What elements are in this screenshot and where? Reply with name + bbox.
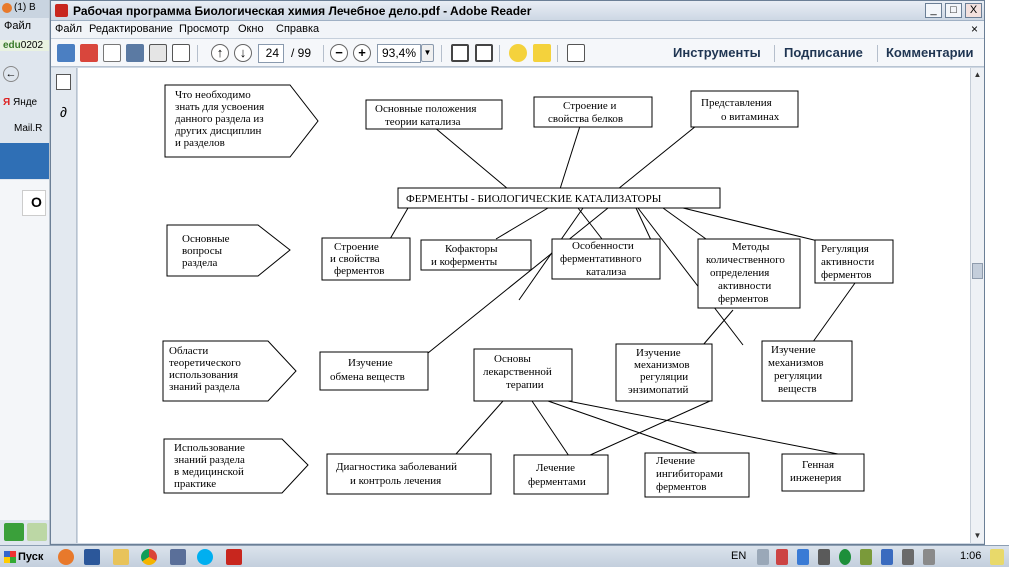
language-indicator[interactable]: EN: [731, 550, 747, 562]
skype-icon[interactable]: [197, 549, 213, 565]
adobe-reader-window: [50, 0, 985, 545]
maximize-button[interactable]: □: [945, 3, 962, 18]
browser-toolbar-row[interactable]: [0, 40, 50, 51]
box-inhibitor-treatment-text: Лечение ингибиторами ферментов: [656, 455, 724, 493]
volume-icon[interactable]: [923, 549, 935, 565]
scroll-up-icon[interactable]: ▲: [973, 70, 982, 79]
comment-icon[interactable]: [509, 44, 527, 62]
box-enzyme-structure-text: Строение и свойства ферментов: [330, 241, 385, 277]
page-number-input[interactable]: 24: [258, 44, 284, 63]
side-label-prerequisites-text: Что необходимо знать для усвоения данного раздела из других дисциплин и разделов: [175, 89, 265, 149]
back-arrow-icon[interactable]: ←: [3, 66, 19, 82]
menu-view[interactable]: Просмотр: [179, 23, 230, 35]
center-title-text: ФЕРМЕНТЫ - БИОЛОГИЧЕСКИЕ КАТАЛИЗАТОРЫ: [406, 193, 662, 205]
browser-row-number: 0202: [20, 40, 44, 51]
browser-nav-row: [0, 66, 50, 88]
tray-app-icon[interactable]: [797, 549, 809, 565]
scroll-thumb[interactable]: [972, 263, 983, 279]
tray-app-icon[interactable]: [902, 549, 914, 565]
tray-app-icon[interactable]: [776, 549, 788, 565]
navigation-panel: [51, 68, 77, 543]
fit-page-icon[interactable]: [451, 44, 469, 62]
start-button-label: Пуск: [18, 551, 44, 563]
page-total: / 99: [291, 46, 312, 60]
toolbar-separator: [441, 45, 442, 62]
toolbar-separator: [557, 45, 558, 62]
page-up-icon[interactable]: ↑: [211, 44, 229, 62]
vertical-scrollbar[interactable]: [970, 68, 984, 543]
title-bar[interactable]: [51, 1, 984, 21]
zoom-input[interactable]: 93,4%: [377, 44, 421, 63]
menu-edit[interactable]: Редактирование: [89, 23, 173, 35]
bookmark-mail[interactable]: Mail.R: [14, 123, 43, 134]
side-label-practice-text: Использование знаний раздела в медицинской практике: [174, 442, 245, 490]
side-label-main-questions-text: Основные вопросы раздела: [182, 233, 230, 269]
background-browser: [0, 0, 50, 545]
box-protein-structure-text: Строение и свойства белков: [548, 100, 624, 125]
clock[interactable]: 1:06: [960, 550, 982, 562]
page-button[interactable]: О: [22, 190, 46, 216]
box-activity-methods-text: Методы количественного определения активности ферментов: [706, 241, 785, 305]
toolbar-separator: [774, 45, 775, 62]
save-icon[interactable]: [170, 549, 186, 565]
page-header-strip: [0, 143, 50, 179]
windows-logo-icon: [4, 551, 16, 563]
zoom-out-icon[interactable]: −: [330, 44, 348, 62]
download-arrow-icon[interactable]: [4, 523, 24, 541]
tray-app-icon[interactable]: [839, 549, 851, 565]
bookmark-yandex-label: Янде: [12, 97, 38, 108]
pdf-page: [78, 68, 970, 543]
edit-icon[interactable]: [103, 44, 121, 62]
network-icon[interactable]: [881, 549, 893, 565]
word-icon[interactable]: [84, 549, 100, 565]
diagram-canvas: [78, 68, 970, 543]
toolbar-separator: [323, 45, 324, 62]
tray-app-icon[interactable]: [818, 549, 830, 565]
start-button[interactable]: [2, 548, 46, 566]
tray-app-icon[interactable]: [860, 549, 872, 565]
browser-tab-label: (1) В: [14, 2, 36, 13]
browser-tab[interactable]: [0, 0, 50, 18]
taskbar: [0, 545, 1009, 567]
scroll-down-icon[interactable]: ▼: [973, 531, 982, 540]
highlight-icon[interactable]: [533, 44, 551, 62]
expand-icon[interactable]: [567, 44, 585, 62]
box-cofactors-text: Кофакторы и коферменты: [431, 243, 498, 268]
adobe-reader-icon: [55, 4, 68, 17]
toolbar-separator: [877, 45, 878, 62]
pages-icon[interactable]: [56, 74, 71, 90]
browser-menu-file[interactable]: Файл: [4, 20, 32, 32]
pdf-icon[interactable]: [226, 549, 242, 565]
toolbar: [51, 39, 984, 67]
box-diagnostics: [327, 454, 491, 494]
page-content-strip: [0, 180, 50, 520]
box-enzymopathy-study-text: Изучение механизмов регуляции энзимопатий: [628, 347, 690, 396]
toolbar-separator: [499, 45, 500, 62]
tools-tab[interactable]: Инструменты: [673, 45, 761, 60]
bookmark-yandex[interactable]: [0, 97, 50, 108]
yandex-icon: Я: [3, 97, 11, 108]
print-icon[interactable]: [149, 44, 167, 62]
zoom-in-icon[interactable]: +: [353, 44, 371, 62]
box-genetic-engineering-text: Генная инженерия: [790, 459, 842, 484]
box-diagnostics-text: Диагностика заболеваний и контроль лечения: [336, 461, 457, 487]
side-label-theory-text: Области теоретического использования знаний раздела: [169, 345, 241, 393]
menu-file[interactable]: Файл: [55, 23, 83, 35]
save-icon[interactable]: [126, 44, 144, 62]
tray-arrow-icon[interactable]: [757, 549, 769, 565]
comments-tab[interactable]: Комментарии: [886, 45, 974, 60]
notification-icon[interactable]: [990, 549, 1004, 565]
export-icon[interactable]: [80, 44, 98, 62]
attachment-icon[interactable]: ∂: [60, 104, 67, 120]
edu-logo-label: edu: [3, 40, 21, 51]
menu-help[interactable]: Справка: [276, 23, 320, 35]
extension-icon[interactable]: [27, 523, 47, 541]
close-button[interactable]: X: [965, 3, 982, 18]
box-catalysis-features-text: Особенности ферментативного катализа: [560, 240, 642, 278]
box-vitamins-text: Представления о витаминах: [701, 97, 780, 123]
box-enzyme-treatment-text: Лечение ферментами: [528, 462, 586, 488]
menu-window[interactable]: Окно: [238, 23, 264, 35]
box-drug-therapy-text: Основы лекарственной терапии: [483, 353, 552, 391]
window-title: Рабочая программа Биологическая химия Лечебное дело.pdf - Adobe Reader: [73, 4, 532, 18]
toolbar-separator: [197, 45, 198, 62]
page-down-icon[interactable]: ↓: [234, 44, 252, 62]
fit-width-icon[interactable]: [475, 44, 493, 62]
zoom-dropdown-chevron-icon[interactable]: ▼: [421, 44, 434, 62]
folder-icon[interactable]: [113, 549, 129, 565]
create-icon[interactable]: [57, 44, 75, 62]
firefox-icon[interactable]: [58, 549, 74, 565]
chrome-icon[interactable]: [141, 549, 157, 565]
email-icon[interactable]: [172, 44, 190, 62]
menu-bar: [51, 21, 984, 39]
box-substance-regulation-text: Изучение механизмов регуляции веществ: [768, 344, 824, 395]
box-catalysis-theory-text: Основные положения теории катализа: [375, 103, 477, 128]
box-enzyme-treatment: [514, 455, 608, 494]
box-metabolism-study-text: Изучение обмена веществ: [330, 357, 405, 383]
minimize-button[interactable]: _: [925, 3, 942, 18]
firefox-icon: [2, 3, 12, 13]
document-close-icon[interactable]: ×: [970, 22, 978, 36]
box-enzyme-regulation-text: Регуляция активности ферментов: [821, 243, 875, 281]
sign-tab[interactable]: Подписание: [784, 45, 863, 60]
